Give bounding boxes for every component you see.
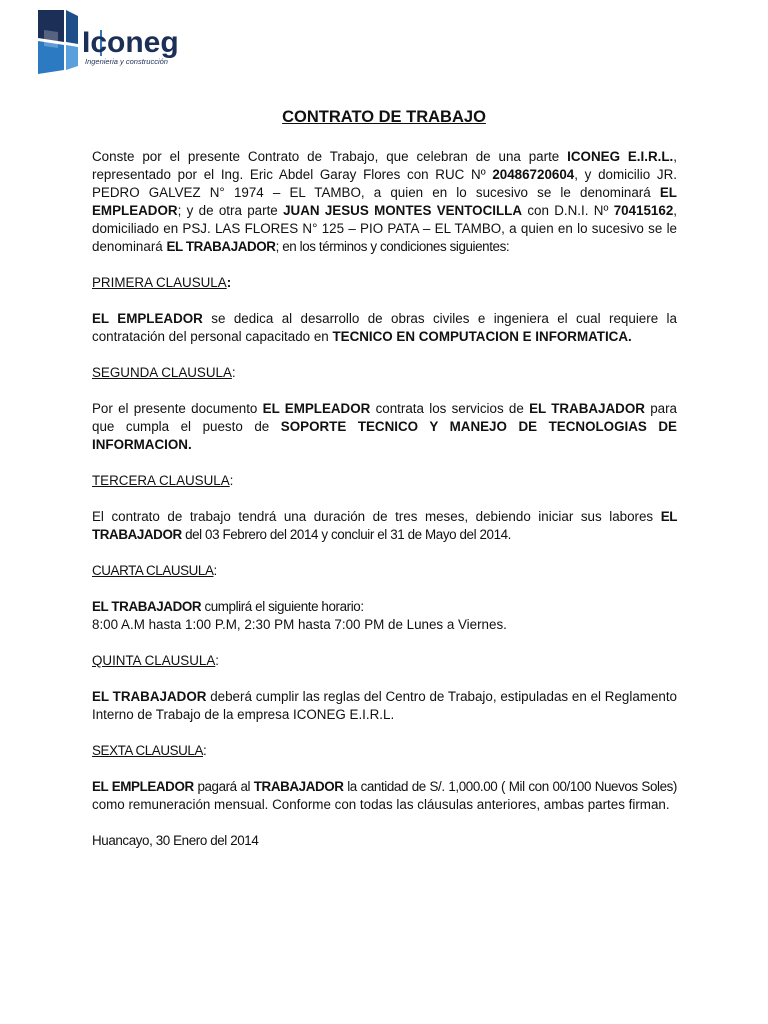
logo-tagline: Ingenieria y construcción xyxy=(85,57,168,66)
clause-5-colon: : xyxy=(215,653,220,668)
worker-term: EL TRABAJADOR xyxy=(166,239,276,254)
clause-1-heading: PRIMERA CLAUSULA xyxy=(92,275,227,290)
clause-2-heading: SEGUNDA CLAUSULA xyxy=(92,365,232,380)
logo-wordmark: Iconeg xyxy=(82,26,179,59)
worker-name: JUAN JESUS MONTES VENTOCILLA xyxy=(283,203,523,218)
work-schedule: 8:00 A.M hasta 1:00 P.M, 2:30 PM hasta 7:00 PM de Lunes a Viernes. xyxy=(92,617,507,632)
clause-4-heading-line xyxy=(92,562,677,580)
ruc-number: 20486720604 xyxy=(492,167,575,182)
clause-text: para que cumpla el puesto de xyxy=(92,401,677,434)
clause-1-text xyxy=(92,310,677,346)
clause-2-colon: : xyxy=(231,365,236,380)
clause-text: El contrato de trabajo tendrá una duración de tres meses, debiendo iniciar sus labores xyxy=(92,509,661,524)
intro-text: , domiciliado en PSJ. LAS FLORES N° 125 – PIO PATA – EL TAMBO, a quien en lo sucesivo se le denominará xyxy=(92,203,677,254)
clause-5-text xyxy=(92,688,677,724)
employer-term: EL EMPLEADOR xyxy=(92,779,194,794)
clause-3-text xyxy=(92,508,677,544)
clause-6-colon: : xyxy=(203,743,207,758)
worker-term: EL TRABAJADOR xyxy=(92,509,677,542)
employer-term: EL EMPLEADOR xyxy=(92,311,203,326)
position-field: TECNICO EN COMPUTACION E INFORMATICA. xyxy=(332,329,632,344)
intro-text: con D.N.I. Nº xyxy=(522,203,614,218)
intro-text: , y domicilio JR. PEDRO GALVEZ N° 1974 – EL TAMBO, a quien en lo sucesivo se le denominará xyxy=(92,167,677,200)
clause-text: contrata los servicios de xyxy=(370,401,530,416)
clause-3-heading-line xyxy=(92,472,677,490)
clause-text: se dedica al desarrollo de obras civiles e ingeniera el cual requiere la contratación del personal capacitado en xyxy=(92,311,677,344)
employer-term: EL EMPLEADOR xyxy=(92,185,677,218)
intro-text: , representado por el Ing. Eric Abdel Garay Flores con RUC Nº xyxy=(92,149,677,182)
worker-term: EL TRABAJADOR xyxy=(92,599,202,614)
worker-term: EL TRABAJADOR xyxy=(92,689,207,704)
contract-dates: del 03 Febrero del 2014 y concluir el 31 de Mayo del 2014. xyxy=(181,527,511,542)
contract-body xyxy=(92,148,677,850)
clause-3-colon: : xyxy=(229,473,234,488)
dni-number: 70415162 xyxy=(613,203,674,218)
clause-5-heading: QUINTA CLAUSULA xyxy=(92,653,216,668)
clause-text: pagará al xyxy=(193,779,254,794)
intro-text: ; y de otra parte xyxy=(177,203,284,218)
document-title: CONTRATO DE TRABAJO xyxy=(282,108,486,126)
clause-5-heading-line xyxy=(92,652,677,670)
clause-2-heading-line xyxy=(92,364,677,382)
clause-1-heading-line xyxy=(92,274,677,292)
clause-4-colon: : xyxy=(213,563,217,578)
place-and-date: Huancayo, 30 Enero del 2014 xyxy=(92,833,259,848)
clause-2-text xyxy=(92,400,677,454)
clause-text: Por el presente documento xyxy=(92,401,263,416)
clause-4-text xyxy=(92,598,677,616)
logo-mark-icon xyxy=(36,8,80,78)
worker-term: TRABAJADOR xyxy=(253,779,344,794)
clause-3-heading: TERCERA CLAUSULA xyxy=(92,473,230,488)
company-name: ICONEG E.I.R.L. xyxy=(567,149,674,164)
intro-paragraph xyxy=(92,148,677,256)
employer-term: EL EMPLEADOR xyxy=(262,401,371,416)
job-title: SOPORTE TECNICO Y MANEJO DE TECNOLOGIAS DE INFORMACION. xyxy=(92,419,677,452)
clause-text: deberá cumplir las reglas del Centro de Trabajo, estipuladas en el Reglamento Interno de Trabajo de la empresa ICONEG E.I.R.L. xyxy=(92,689,678,722)
clause-6-heading: SEXTA CLAUSULA xyxy=(92,743,203,758)
clause-4-heading: CUARTA CLAUSULA xyxy=(92,563,214,578)
intro-text: ; en los términos y condiciones siguientes: xyxy=(275,239,510,254)
clause-text: cumplirá el siguiente horario: xyxy=(201,599,364,614)
worker-term: EL TRABAJADOR xyxy=(529,401,645,416)
clause-6-heading-line xyxy=(92,742,677,760)
clause-6-text xyxy=(92,778,677,814)
clause-text: como remuneración mensual. Conforme con todas las cláusulas anteriores, ambas partes firman. xyxy=(92,797,670,812)
company-logo xyxy=(36,8,216,80)
salary-amount: la cantidad de S/. 1,000.00 ( Mil con 00/100 Nuevos Soles) xyxy=(343,779,677,794)
intro-text: Conste por el presente Contrato de Trabajo, que celebran de una parte xyxy=(92,149,568,164)
clause-1-colon: : xyxy=(226,275,232,290)
